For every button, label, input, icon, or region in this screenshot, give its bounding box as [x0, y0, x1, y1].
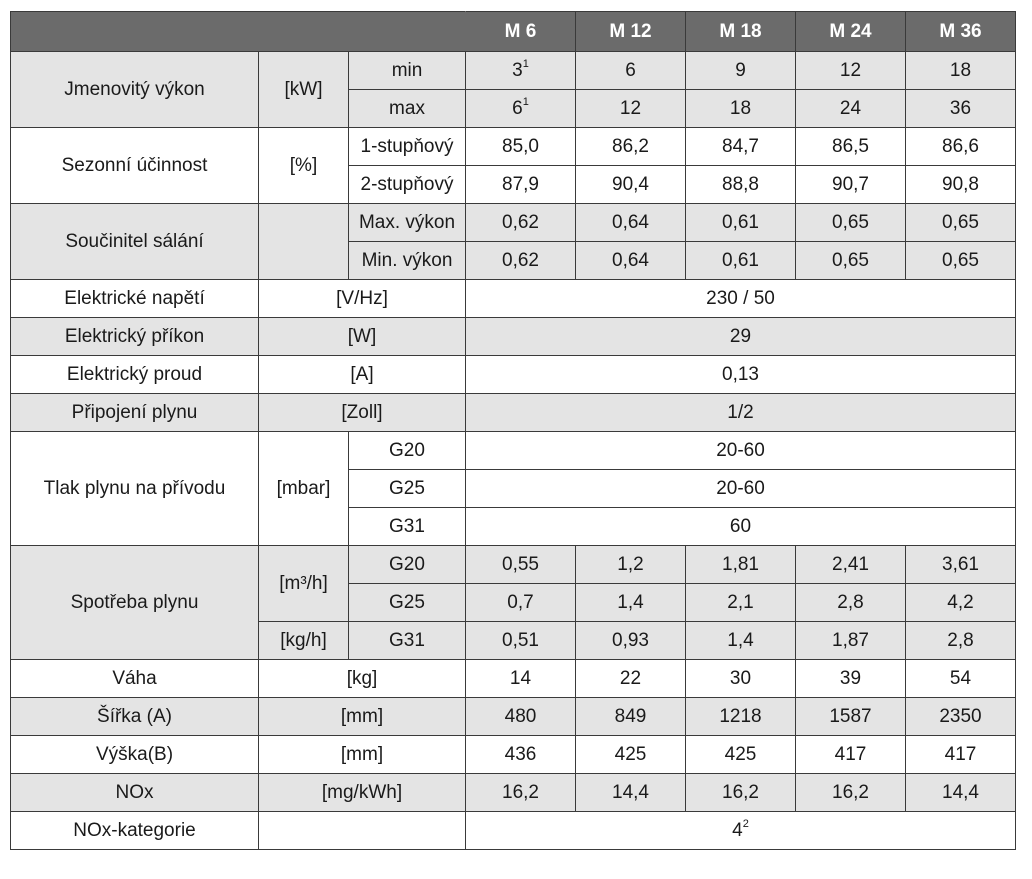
- cell-value: 90,8: [906, 166, 1016, 204]
- sub-label: 2-stupňový: [349, 166, 466, 204]
- cell-value: 9: [686, 52, 796, 90]
- cell-value: 54: [906, 660, 1016, 698]
- cell-value: 2,8: [796, 584, 906, 622]
- cell-value: 86,2: [576, 128, 686, 166]
- cell-value: 1,4: [686, 622, 796, 660]
- cell-value: 3,61: [906, 546, 1016, 584]
- row-label: Sezonní účinnost: [11, 128, 259, 204]
- table-row: [11, 204, 1016, 242]
- table-row: [11, 774, 1016, 812]
- cell-value: 0,61: [686, 204, 796, 242]
- cell-value: 14,4: [576, 774, 686, 812]
- cell-value: 1218: [686, 698, 796, 736]
- table-row: [11, 128, 1016, 166]
- cell-value: 24: [796, 90, 906, 128]
- cell-value: 417: [796, 736, 906, 774]
- cell-value: 480: [466, 698, 576, 736]
- cell-value: 12: [796, 52, 906, 90]
- sub-label: G25: [349, 584, 466, 622]
- cell-value: 90,4: [576, 166, 686, 204]
- header-blank: [11, 12, 466, 52]
- cell-value: 1,2: [576, 546, 686, 584]
- row-unit: [kg/h]: [259, 622, 349, 660]
- cell-value: 85,0: [466, 128, 576, 166]
- cell-value: 84,7: [686, 128, 796, 166]
- cell-value: 0,65: [796, 242, 906, 280]
- table-row: [11, 52, 1016, 90]
- row-unit: [mm]: [259, 698, 466, 736]
- cell-value: 1,81: [686, 546, 796, 584]
- cell-value: 230 / 50: [466, 280, 1016, 318]
- cell-value: 90,7: [796, 166, 906, 204]
- sub-label: G20: [349, 546, 466, 584]
- cell-value: $4^2$: [466, 812, 1016, 850]
- cell-value: $3^1$: [466, 52, 576, 90]
- cell-value: 0,62: [466, 204, 576, 242]
- row-unit: [%]: [259, 128, 349, 204]
- spec-table: [10, 11, 1016, 850]
- cell-value: 2,41: [796, 546, 906, 584]
- cell-value: 1,87: [796, 622, 906, 660]
- cell-value: 22: [576, 660, 686, 698]
- row-unit: [259, 204, 349, 280]
- cell-value: $6^1$: [466, 90, 576, 128]
- cell-value: 30: [686, 660, 796, 698]
- row-unit: [W]: [259, 318, 466, 356]
- row-unit: [kW]: [259, 52, 349, 128]
- table-row: [11, 394, 1016, 432]
- table-row: [11, 660, 1016, 698]
- cell-value: 16,2: [796, 774, 906, 812]
- sub-label: max: [349, 90, 466, 128]
- cell-value: 1,4: [576, 584, 686, 622]
- cell-value: 0,61: [686, 242, 796, 280]
- cell-value: 4,2: [906, 584, 1016, 622]
- cell-value: 0,65: [906, 242, 1016, 280]
- row-unit: [A]: [259, 356, 466, 394]
- cell-value: 2,8: [906, 622, 1016, 660]
- cell-value: 14,4: [906, 774, 1016, 812]
- table-row: [11, 318, 1016, 356]
- cell-value: 0,62: [466, 242, 576, 280]
- row-label: Šířka (A): [11, 698, 259, 736]
- cell-value: 0,93: [576, 622, 686, 660]
- cell-value: 417: [906, 736, 1016, 774]
- table-row: [11, 698, 1016, 736]
- cell-value: 86,5: [796, 128, 906, 166]
- row-unit: [V/Hz]: [259, 280, 466, 318]
- cell-value: 425: [686, 736, 796, 774]
- cell-value: 16,2: [466, 774, 576, 812]
- row-label: NOx: [11, 774, 259, 812]
- footnote-mark: 2: [742, 817, 749, 830]
- model-header: M 18: [686, 12, 796, 52]
- model-header: M 24: [796, 12, 906, 52]
- cell-value: 39: [796, 660, 906, 698]
- row-label: Jmenovitý výkon: [11, 52, 259, 128]
- table-row: [11, 546, 1016, 584]
- sub-label: 1-stupňový: [349, 128, 466, 166]
- footnote-mark: 1: [522, 95, 529, 108]
- row-unit: [mg/kWh]: [259, 774, 466, 812]
- cell-value: 0,64: [576, 204, 686, 242]
- sub-label: min: [349, 52, 466, 90]
- row-unit: [m³/h]: [259, 546, 349, 622]
- cell-value: 60: [466, 508, 1016, 546]
- row-label: Elektrické napětí: [11, 280, 259, 318]
- sub-label: G31: [349, 622, 466, 660]
- cell-value: 0,55: [466, 546, 576, 584]
- sub-label: G20: [349, 432, 466, 470]
- row-label: Tlak plynu na přívodu: [11, 432, 259, 546]
- cell-value: 849: [576, 698, 686, 736]
- cell-value: 36: [906, 90, 1016, 128]
- table-row: [11, 736, 1016, 774]
- footnote-mark: 1: [522, 57, 529, 70]
- cell-value: 29: [466, 318, 1016, 356]
- cell-value: 18: [686, 90, 796, 128]
- sub-label: Max. výkon: [349, 204, 466, 242]
- cell-value: 12: [576, 90, 686, 128]
- table-row: [11, 812, 1016, 850]
- row-unit: [mbar]: [259, 432, 349, 546]
- cell-value: 1587: [796, 698, 906, 736]
- cell-value: 88,8: [686, 166, 796, 204]
- cell-value: 20-60: [466, 470, 1016, 508]
- cell-value: 2350: [906, 698, 1016, 736]
- cell-value: 18: [906, 52, 1016, 90]
- row-unit: [259, 812, 466, 850]
- model-header: M 6: [466, 12, 576, 52]
- table-row: [11, 356, 1016, 394]
- row-label: Spotřeba plynu: [11, 546, 259, 660]
- row-label: Elektrický proud: [11, 356, 259, 394]
- cell-value: 14: [466, 660, 576, 698]
- sub-label: G25: [349, 470, 466, 508]
- header-row: [11, 12, 1016, 52]
- sub-label: G31: [349, 508, 466, 546]
- cell-value: 0,64: [576, 242, 686, 280]
- row-label: NOx-kategorie: [11, 812, 259, 850]
- model-header: M 12: [576, 12, 686, 52]
- cell-value: 2,1: [686, 584, 796, 622]
- cell-value: 0,51: [466, 622, 576, 660]
- row-label: Součinitel sálání: [11, 204, 259, 280]
- cell-value: 87,9: [466, 166, 576, 204]
- row-label: Váha: [11, 660, 259, 698]
- cell-value: 1/2: [466, 394, 1016, 432]
- cell-value: 86,6: [906, 128, 1016, 166]
- row-label: Připojení plynu: [11, 394, 259, 432]
- table-row: [11, 432, 1016, 470]
- cell-value: 0,13: [466, 356, 1016, 394]
- cell-value: 20-60: [466, 432, 1016, 470]
- cell-value: 0,7: [466, 584, 576, 622]
- cell-value: 16,2: [686, 774, 796, 812]
- row-label: Výška(B): [11, 736, 259, 774]
- sub-label: Min. výkon: [349, 242, 466, 280]
- cell-value: 6: [576, 52, 686, 90]
- row-unit: [kg]: [259, 660, 466, 698]
- cell-value: 436: [466, 736, 576, 774]
- row-unit: [mm]: [259, 736, 466, 774]
- model-header: M 36: [906, 12, 1016, 52]
- row-unit: [Zoll]: [259, 394, 466, 432]
- table-row: [11, 280, 1016, 318]
- cell-value: 425: [576, 736, 686, 774]
- cell-value: 0,65: [906, 204, 1016, 242]
- cell-value: 0,65: [796, 204, 906, 242]
- row-label: Elektrický příkon: [11, 318, 259, 356]
